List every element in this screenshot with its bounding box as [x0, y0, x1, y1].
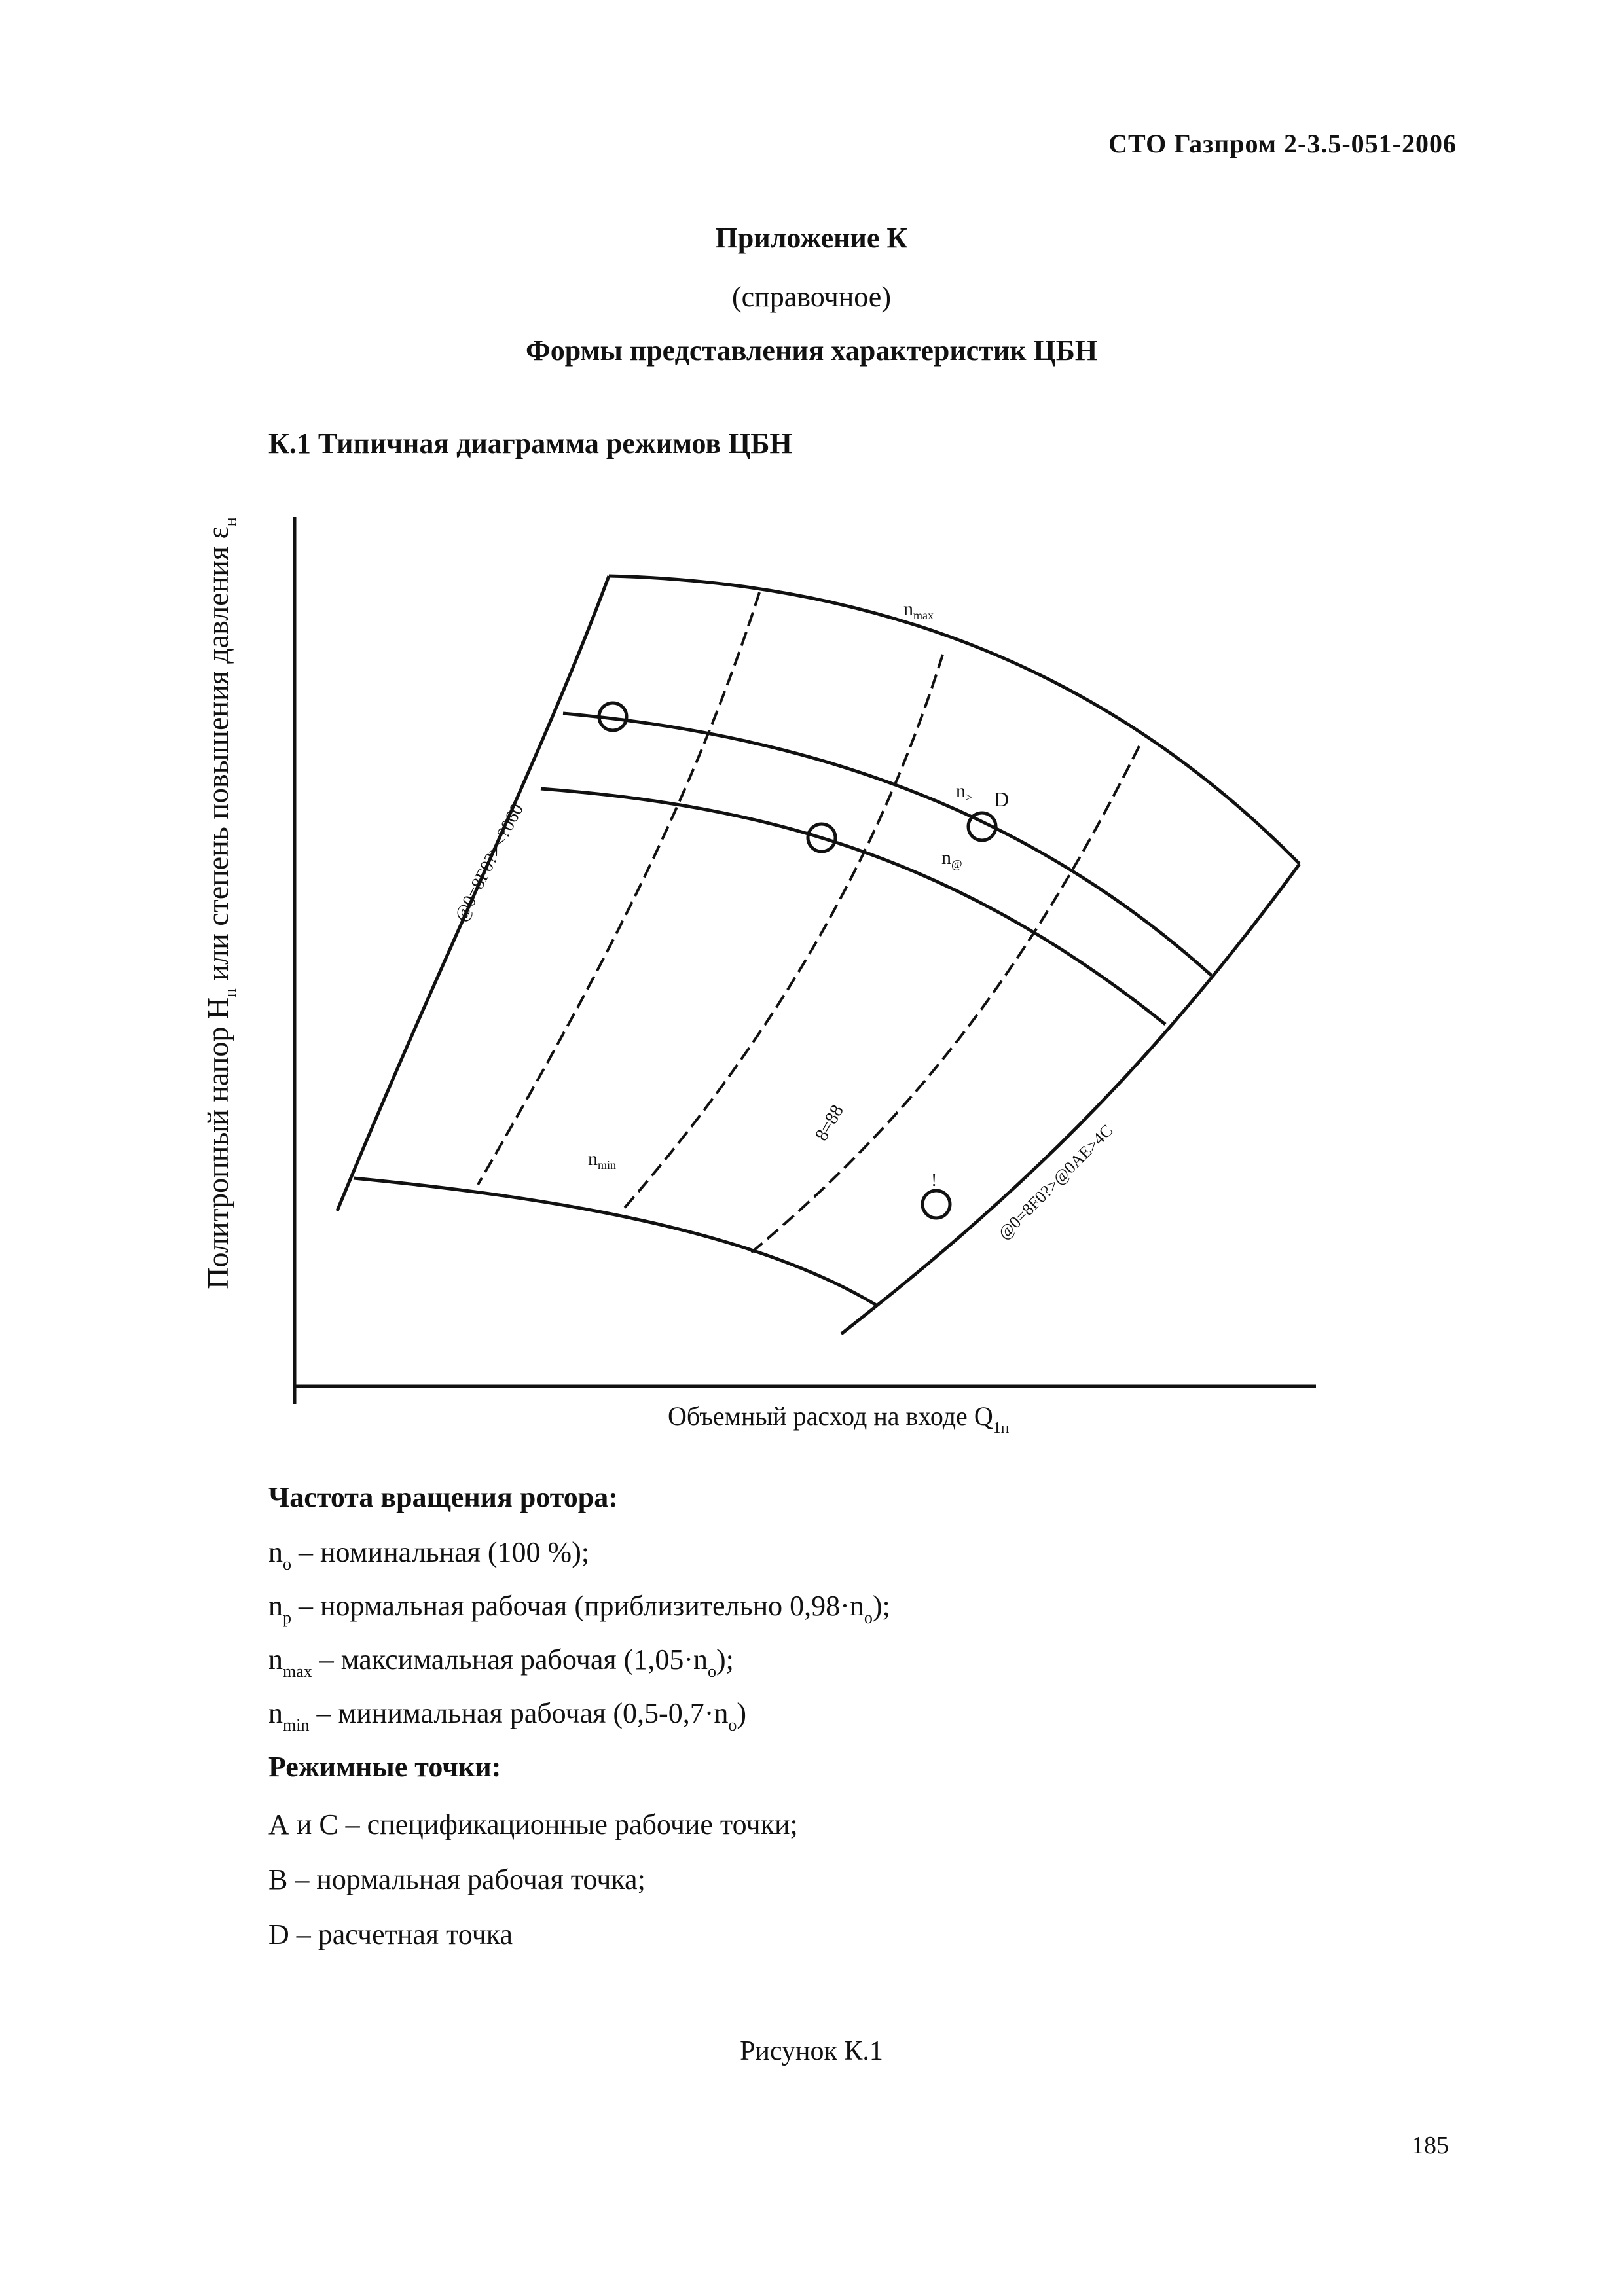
operating-point-a	[922, 1191, 950, 1218]
annex-subtitle: (справочное)	[732, 281, 891, 313]
no-label: $n_>$	[956, 780, 973, 804]
nmax-label: $n_{max}$	[903, 598, 934, 622]
surge-line-label: @0=8F0?><?060	[450, 800, 528, 925]
document-code: СТО Газпром 2-3.5-051-2006	[1108, 129, 1457, 158]
y-axis-label: Политропный напор $H_п$ или степень повышения давления $\varepsilon_н$	[201, 517, 240, 1289]
legend-point-b: В – нормальная рабочая точка;	[268, 1863, 646, 1895]
section-title: К.1 Типичная диаграмма режимов ЦБН	[268, 427, 792, 459]
legend-item-nmin: $n_{min}$ – минимальная рабочая $(0,5-0,7\cdot n_o)$	[268, 1697, 747, 1734]
nmin-curve	[354, 1178, 877, 1306]
legend-point-a-c: А и С – спецификационные рабочие точки;	[268, 1808, 798, 1840]
annex-heading: Формы представления характеристик ЦБН	[525, 334, 1098, 367]
legend-item-no: $n_o$ – номинальная (100 %);	[268, 1536, 590, 1573]
np-label: $n_@$	[941, 847, 962, 870]
legend-item-nmax: $n_{max}$ – максимальная рабочая $(1,05\cdot n_o)$;	[268, 1643, 734, 1681]
efficiency-line-1	[478, 592, 759, 1185]
figure-caption: Рисунок К.1	[740, 2036, 883, 2066]
choke-line-label: @0=8F0?>@0AE>4C	[994, 1121, 1117, 1244]
legend-point-d: D – расчетная точка	[268, 1918, 513, 1950]
legend-item-np: $n_p$ – нормальная рабочая (приблизительно $0,98\cdot n_o$);	[268, 1590, 890, 1627]
point-d-label: D	[994, 787, 1010, 811]
efficiency-line-2	[622, 655, 943, 1211]
operating-points-heading: Режимные точки:	[268, 1751, 501, 1783]
page-number: 185	[1412, 2132, 1449, 2159]
efficiency-line-label: 8=88	[811, 1101, 848, 1145]
efficiency-line-3	[746, 746, 1139, 1257]
np-curve	[541, 789, 1165, 1024]
annex-title: Приложение К	[715, 222, 908, 254]
no-curve	[563, 713, 1211, 975]
x-axis-label: Объемный расход на входе $Q_{1н}$	[668, 1401, 1010, 1437]
point-a-label: !	[931, 1170, 938, 1191]
rotor-speed-heading: Частота вращения ротора:	[268, 1481, 618, 1513]
nmin-label: $n_{min}$	[588, 1148, 617, 1172]
